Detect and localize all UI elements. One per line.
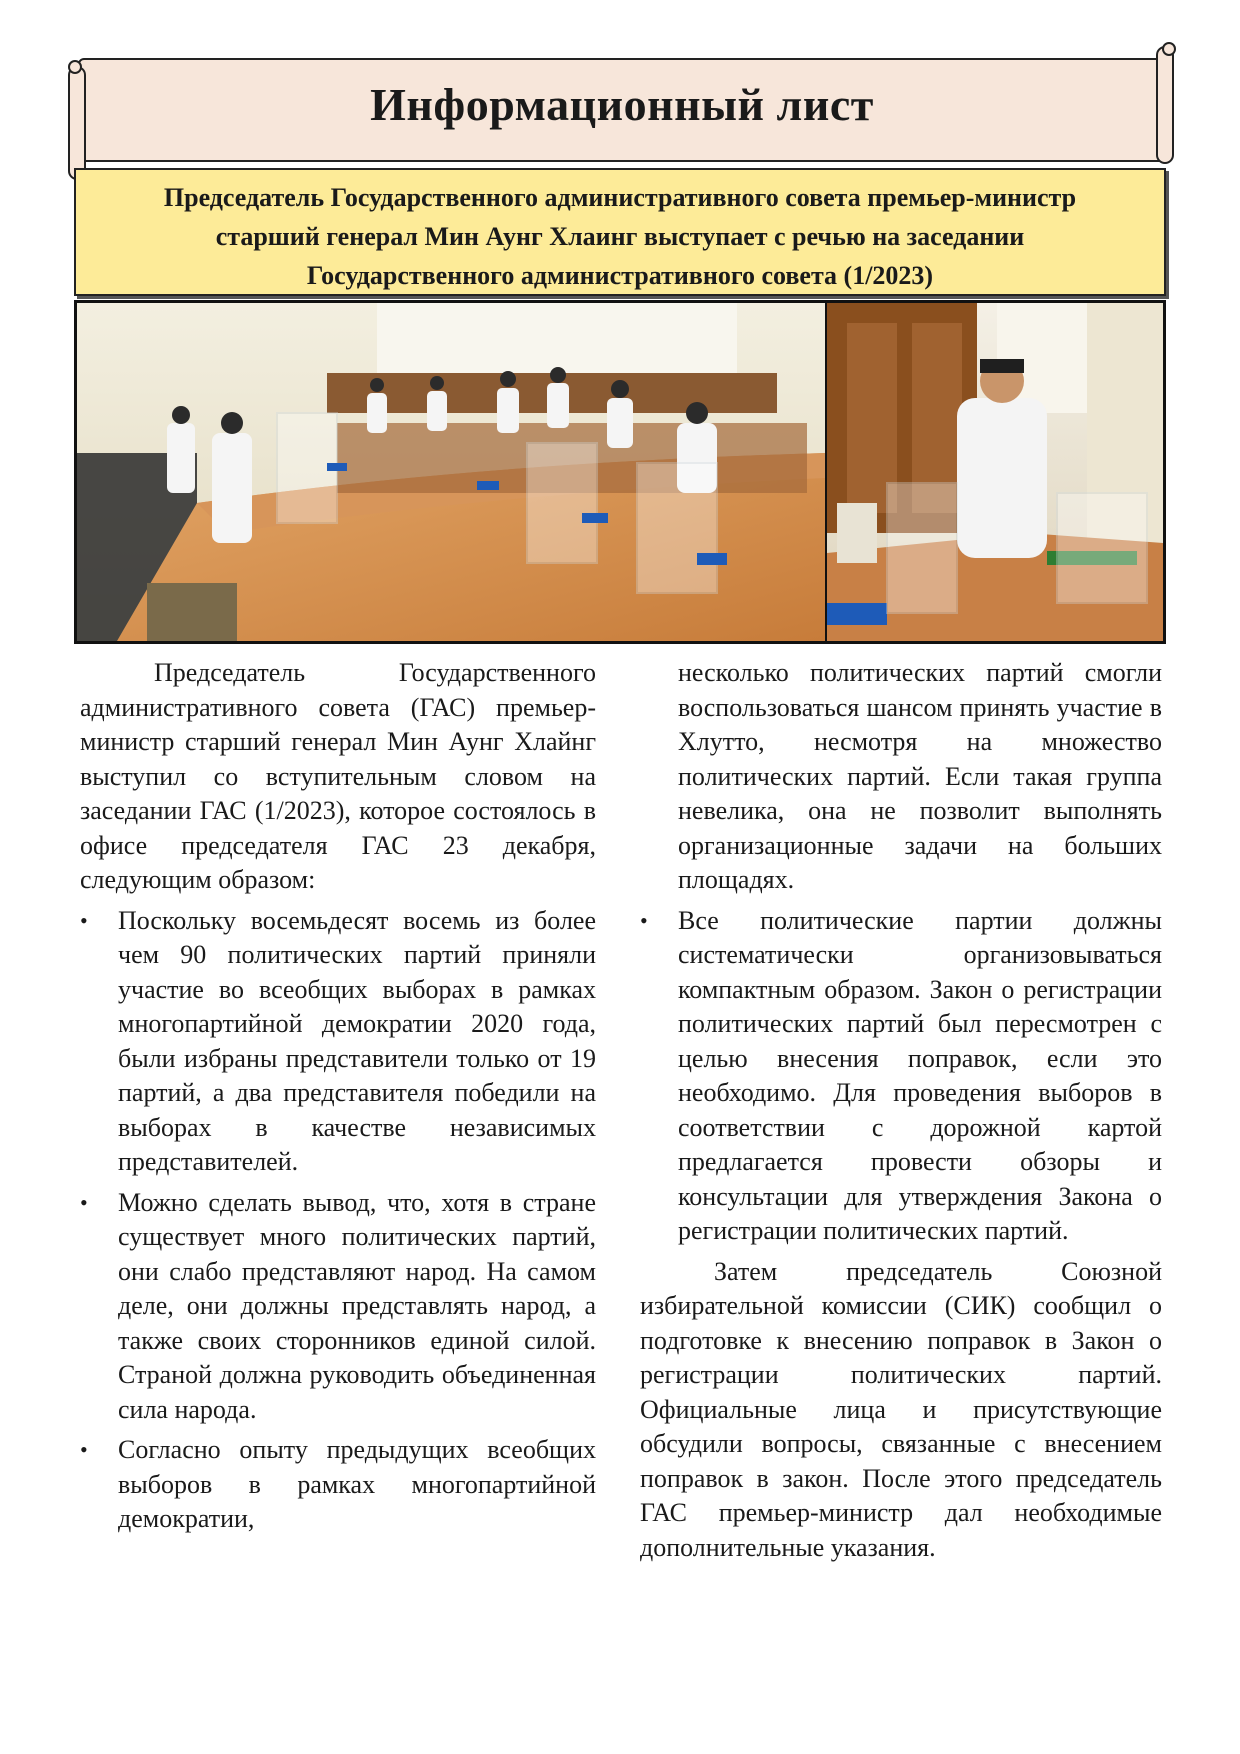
meeting-photo-illustration (77, 303, 1163, 641)
meeting-photos (74, 300, 1166, 644)
scroll-knob-right (1162, 42, 1176, 56)
bullet-text: Согласно опыту предыдущих всеобщих выборов в рамках многопартийной демократии, (118, 1435, 596, 1533)
bullet-icon: • (640, 907, 648, 933)
bullet-text: Можно сделать вывод, что, хотя в стране существует много политических партий, они слабо представляют народ. На самом деле, они должны представлять народ, а также своих сторонников единой силой. Страной должна руководить объединенная сила народа. (118, 1187, 596, 1424)
list-item (80, 1433, 596, 1537)
right-column (640, 656, 1162, 1565)
headline-text: Председатель Государственного административного совета премьер-министр старший генерал Мин Аунг Хлаинг выступает с речью на заседании Государственного административного совета (1/2023) (163, 183, 1077, 290)
left-column (80, 656, 596, 1543)
title-banner (78, 58, 1166, 162)
bullet-icon: • (80, 1437, 88, 1462)
bullet-icon: • (80, 1189, 88, 1215)
scroll-knob-left (68, 60, 82, 74)
photo-right (827, 303, 1163, 641)
list-item (80, 1186, 596, 1428)
photo-left (77, 303, 825, 641)
bullet-text: Все политические партии должны систематически организовываться компактным образом. Закон о регистрации политических партий был пересмотрен с целью внесения поправок, если это необходимо. Для проведения выборов в соответствии с дорожной картой предлагается провести обзоры и консультации для утверждения Закона о регистрации политических партий. (678, 905, 1162, 1245)
bullet-icon: • (80, 907, 88, 933)
intro-paragraph: Председатель Государственного административного совета (ГАС) премьер-министр старший генерал Мин Аунг Хлайнг выступил со вступительным словом на заседании ГАС (1/2023), которое состоялось в офисе председателя ГАС 23 декабря, следующим образом: (80, 658, 596, 894)
headline-box (74, 168, 1166, 296)
page-title: Информационный лист (370, 79, 874, 130)
left-bullet-list (80, 904, 596, 1537)
list-item (80, 904, 596, 1180)
right-bullet-list (640, 904, 1162, 1249)
bullet-text: Поскольку восемьдесят восемь из более чем 90 политических партий приняли участие во всеобщих выборах в рамках многопартийной демократии 2020 года, были избраны представители только от 19 партий, а два представителя победили на выборах в качестве независимых представителей. (118, 905, 596, 1176)
list-item (640, 904, 1162, 1249)
continuation-paragraph: несколько политических партий смогли воспользоваться шансом принять участие в Хлутто, несмотря на множество политических партий. Если такая группа невелика, она не позволит выполнять организационные задачи на больших площадях. (678, 658, 1162, 894)
closing-paragraph: Затем председатель Союзной избирательной комиссии (СИК) сообщил о подготовке к внесению поправок в Закон о регистрации политических партий. Официальные лица и присутствующие обсудили вопросы, связанные с внесением поправок в закон. После этого председатель ГАС премьер-министр дал необходимые дополнительные указания. (640, 1256, 1162, 1562)
